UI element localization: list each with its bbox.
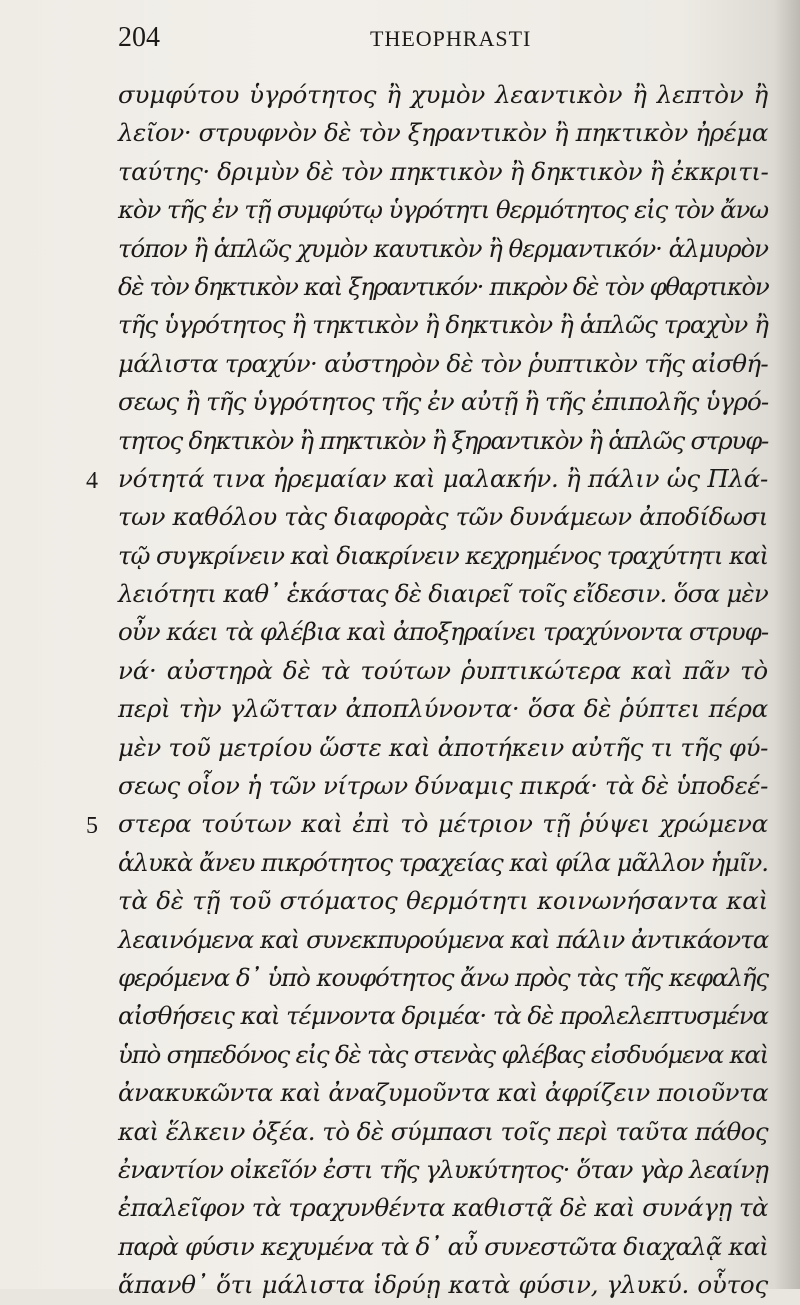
page-number: 204 bbox=[118, 22, 160, 53]
text-line: ὑπὸ σηπεδόνος εἰς δὲ τὰς στενὰς φλέβας εἰσδυόμενα καὶ bbox=[118, 1039, 768, 1069]
text-line: περὶ τὴν γλῶτταν ἀποπλύνοντα· ὅσα δὲ ῥύπτει πέρα bbox=[118, 694, 768, 724]
text-line: τὰ δὲ τῇ τοῦ στόματος θερμότητι κοινωνήσαντα καὶ bbox=[118, 886, 768, 916]
text-line: σεως ἢ τῆς ὑγρότητος τῆς ἐν αὐτῇ ἢ τῆς ἐπιπολῆς ὑγρό- bbox=[118, 387, 769, 417]
text-line: ἀνακυκῶντα καὶ ἀναζυμοῦντα καὶ ἀφρίζειν ποιοῦντα bbox=[118, 1078, 769, 1108]
text-line: αἰσθήσεις καὶ τέμνοντα δριμέα· τὰ δὲ προλελεπτυσμένα bbox=[118, 1001, 768, 1031]
text-line: των καθόλου τὰς διαφορὰς τῶν δυνάμεων ἀποδίδωσι bbox=[118, 502, 768, 532]
text-line: τητος δηκτικὸν ἢ πηκτικὸν ἢ ξηραντικὸν ἢ ἁπλῶς στρυφ- bbox=[118, 425, 768, 455]
text-line: ταύτης· δριμὺν δὲ τὸν πηκτικὸν ἢ δηκτικὸν ἢ ἐκκριτι- bbox=[118, 156, 769, 186]
text-line: τῷ συγκρίνειν καὶ διακρίνειν κεχρημένος τραχύτητι καὶ bbox=[118, 540, 768, 570]
text-line: τόπον ἢ ἁπλῶς χυμὸν καυτικὸν ἢ θερμαντικόν· ἁλμυρὸν bbox=[118, 233, 768, 263]
text-line: λεῖον· στρυφνὸν δὲ τὸν ξηραντικὸν ἢ πηκτικὸν ἠρέμα bbox=[118, 118, 768, 148]
section-number-5: 5 bbox=[86, 813, 98, 839]
text-line: ἁλυκὰ ἄνευ πικρότητος τραχείας καὶ φίλα μᾶλλον ἡμῖν. bbox=[118, 847, 768, 877]
running-head: THEOPHRASTI bbox=[370, 26, 532, 51]
text-line: συμφύτου ὑγρότητος ἢ χυμὸν λεαντικὸν ἢ λεπτὸν ἢ bbox=[118, 80, 768, 109]
page-edge-shadow bbox=[774, 0, 800, 1289]
text-line: φερόμενα δ᾽ ὑπὸ κουφότητος ἄνω πρὸς τὰς τῆς κεφαλῆς bbox=[118, 962, 768, 992]
text-line: μάλιστα τραχύν· αὐστηρὸν δὲ τὸν ῥυπτικὸν τῆς αἰσθή- bbox=[118, 348, 769, 378]
text-line: νά· αὐστηρὰ δὲ τὰ τούτων ῥυπτικώτερα καὶ πᾶν τὸ bbox=[118, 655, 768, 685]
text-line: στερα τούτων καὶ ἐπὶ τὸ μέτριον τῇ ῥύψει χρώμενα bbox=[118, 809, 768, 839]
text-line: δὲ τὸν δηκτικὸν καὶ ξηραντικόν· πικρὸν δὲ τὸν φθαρτικὸν bbox=[118, 271, 769, 301]
text-line: οὖν κάει τὰ φλέβια καὶ ἀποξηραίνει τραχύνοντα στρυφ- bbox=[118, 617, 769, 647]
text-line: κὸν τῆς ἐν τῇ συμφύτῳ ὑγρότητι θερμότητος εἰς τὸν ἄνω bbox=[118, 195, 768, 225]
text-line: ἅπανθ᾽ ὅτι μάλιστα ἱδρύῃ κατὰ φύσιν, γλυκύ. οὗτος bbox=[118, 1270, 768, 1300]
body-text bbox=[118, 76, 768, 1305]
text-line: νότητά τινα ἠρεμαίαν καὶ μαλακήν. ἢ πάλιν ὡς Πλά- bbox=[118, 463, 768, 493]
text-line: λειότητι καθ᾽ ἑκάστας δὲ διαιρεῖ τοῖς εἴδεσιν. ὅσα μὲν bbox=[118, 579, 768, 609]
text-line: σεως οἷον ἡ τῶν νίτρων δύναμις πικρά· τὰ δὲ ὑποδεέ- bbox=[118, 771, 768, 801]
page-header bbox=[118, 22, 758, 62]
text-line: μὲν τοῦ μετρίου ὥστε καὶ ἀποτήκειν αὐτῆς τι τῆς φύ- bbox=[118, 732, 769, 762]
section-number-4: 4 bbox=[86, 468, 98, 494]
text-line: ἐναντίον οἰκεῖόν ἐστι τῆς γλυκύτητος· ὅταν γὰρ λεαίνῃ bbox=[118, 1154, 768, 1184]
text-line: καὶ ἕλκειν ὀξέα. τὸ δὲ σύμπασι τοῖς περὶ ταῦτα πάθος bbox=[118, 1116, 768, 1146]
text-line: τῆς ὑγρότητος ἢ τηκτικὸν ἢ δηκτικὸν ἢ ἁπλῶς τραχὺν ἢ bbox=[118, 310, 768, 340]
text-line: παρὰ φύσιν κεχυμένα τὰ δ᾽ αὖ συνεστῶτα διαχαλᾷ καὶ bbox=[118, 1231, 768, 1261]
text-line: ἐπαλεῖφον τὰ τραχυνθέντα καθιστᾷ δὲ καὶ συνάγῃ τὰ bbox=[118, 1193, 769, 1223]
text-line: λεαινόμενα καὶ συνεκπυρούμενα καὶ πάλιν ἀντικάοντα bbox=[118, 924, 769, 954]
